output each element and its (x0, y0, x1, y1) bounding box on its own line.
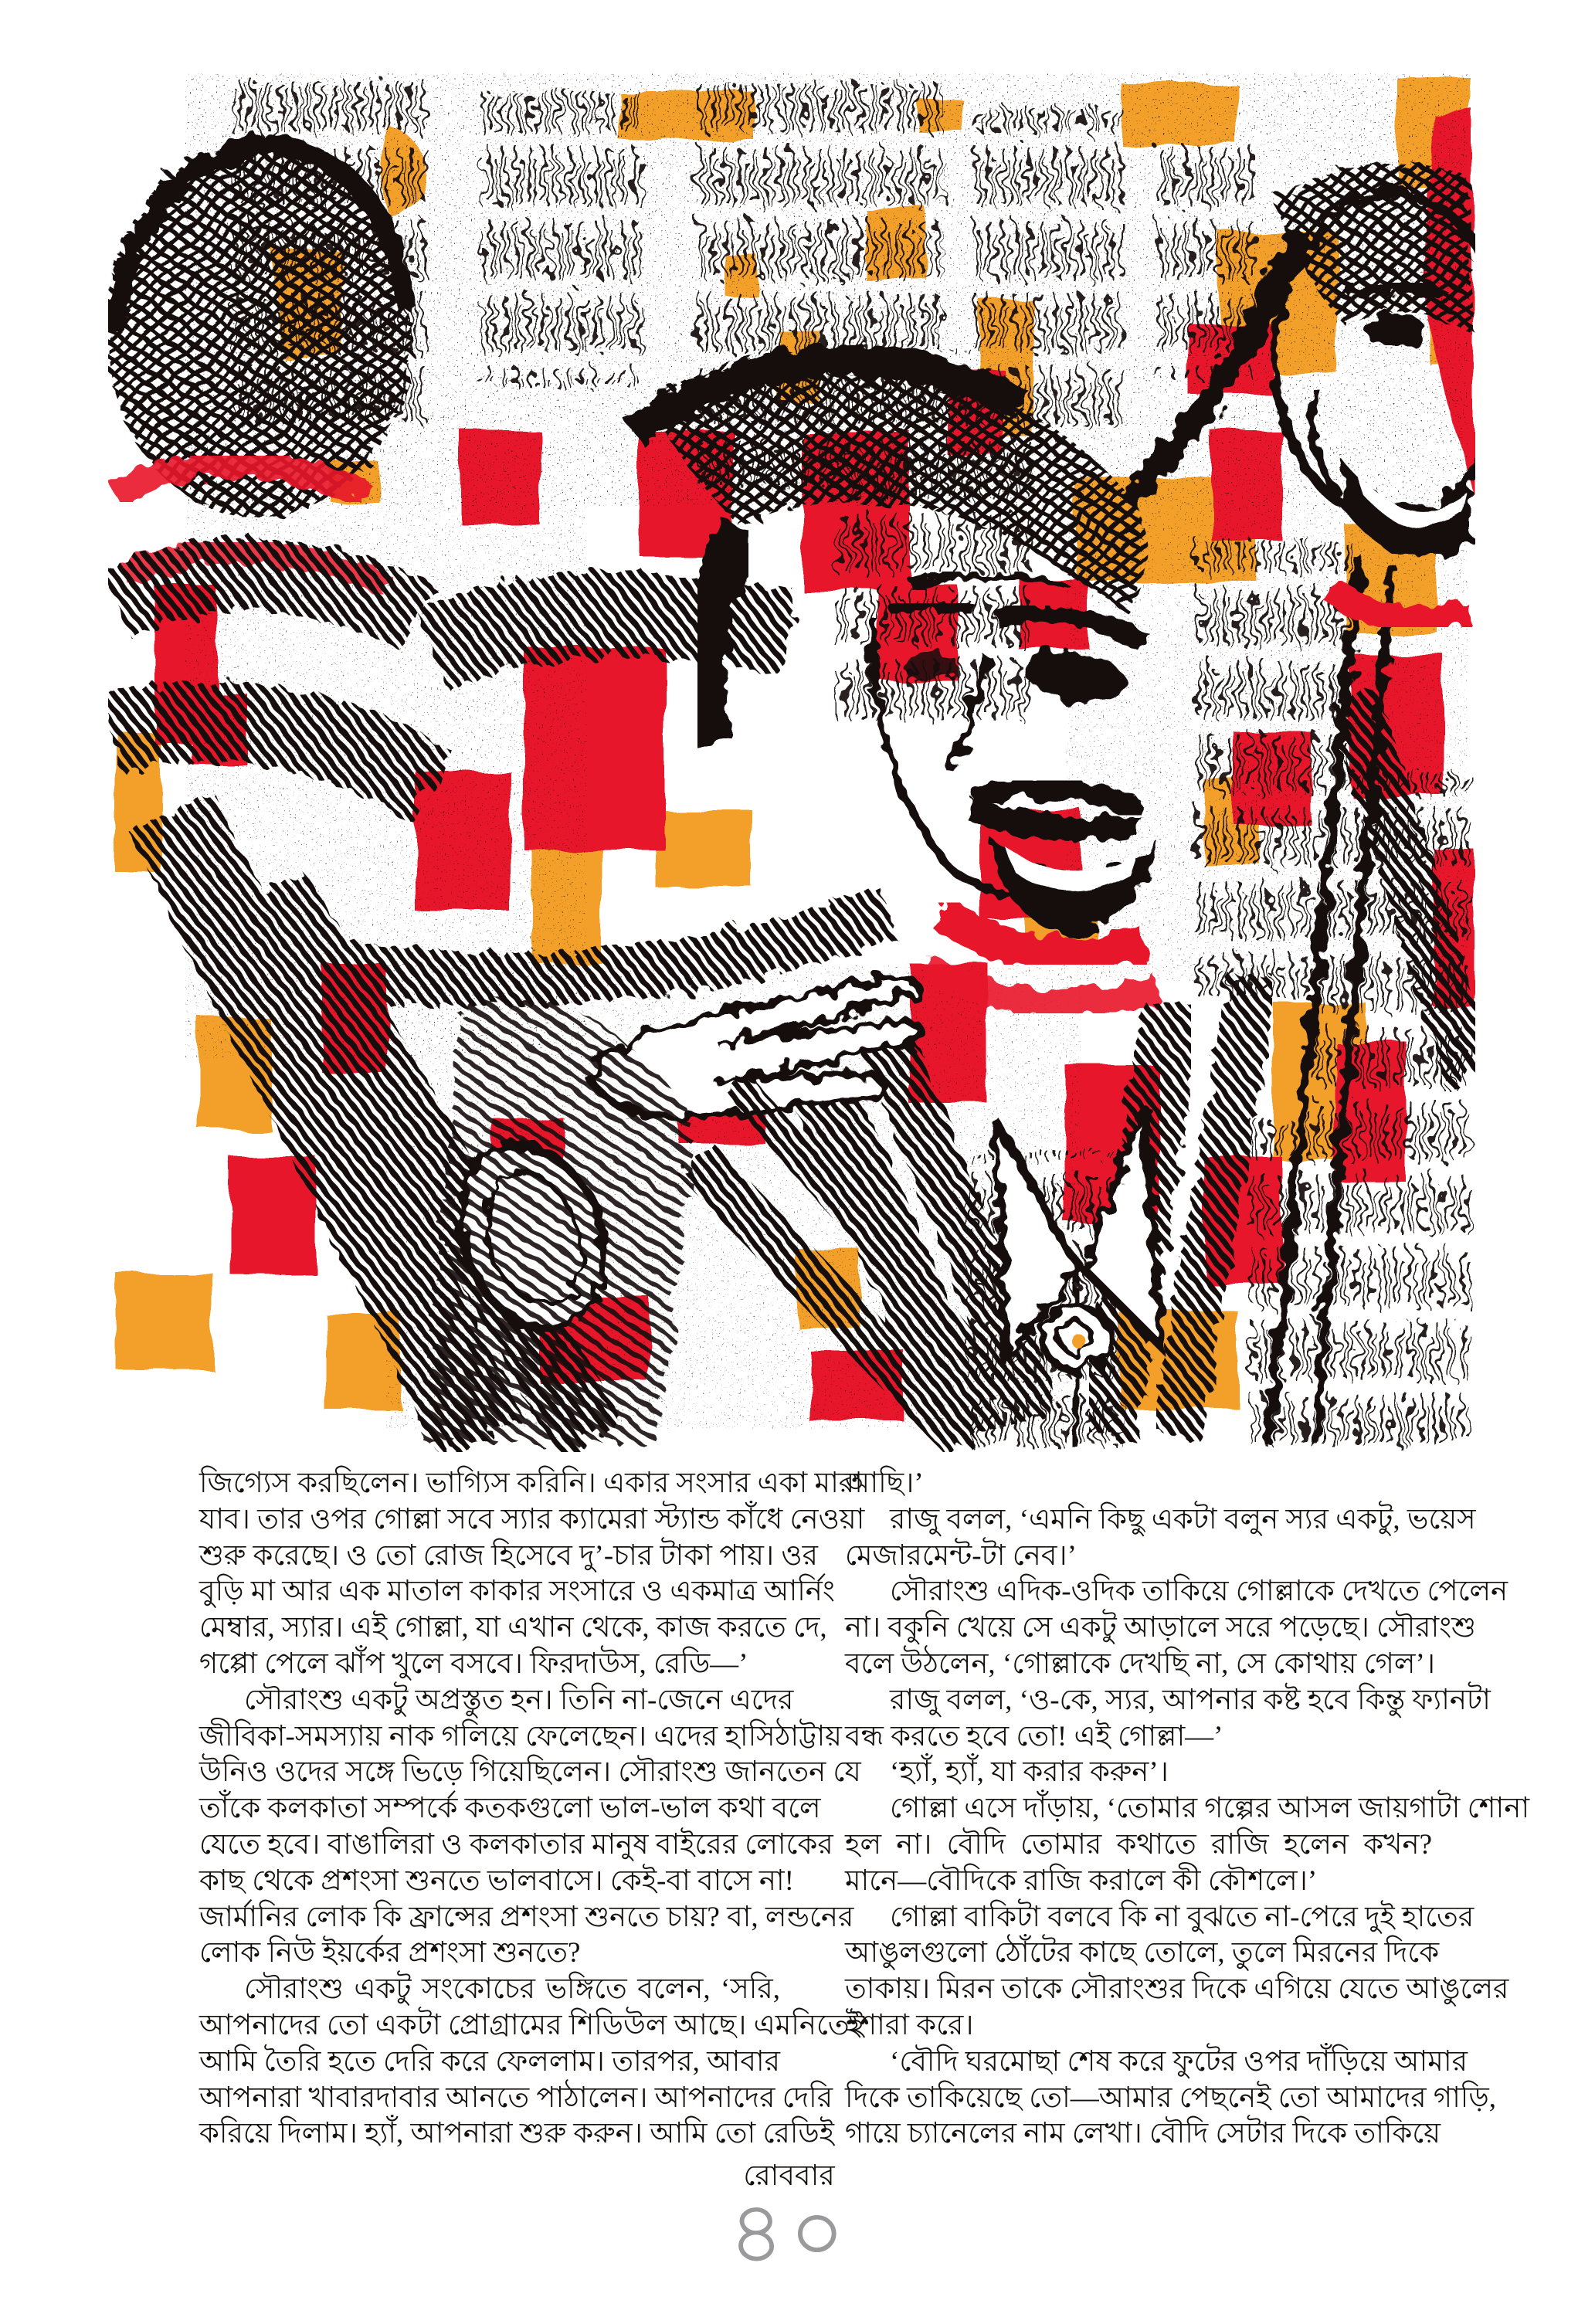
text-line: বন্ধ করতে হবে তো! এই গোল্লা—’ (845, 1720, 1223, 1752)
text-line: গোল্লা বাকিটা বলবে কি না বুঝতে না-পেরে দুই হাতের (890, 1901, 1474, 1933)
text-line: ‘হ্যাঁ, হ্যাঁ, যা করার করুন’। (890, 1756, 1169, 1789)
text-line: যাব। তার ওপর গোল্লা সবে স্যার ক্যামেরা স্ট্যান্ড কাঁধে নেওয়া (199, 1503, 865, 1535)
text-line: কাছ থেকে প্রশংসা শুনতে ভালবাসে। কেই-বা বাসে না! (199, 1864, 794, 1897)
text-line: না। বকুনি খেয়ে সে একটু আড়ালে সরে পড়েছে। সৌরাংশু (845, 1612, 1477, 1644)
text-line: সৌরাংশু একটু অপ্রস্তুত হন। তিনি না-জেনে এদের (244, 1684, 794, 1716)
text-line: জিগ্যেস করছিলেন। ভাগ্যিস করিনি। একার সংসার একা মারা (199, 1467, 863, 1499)
text-line: আপনারা খাবারদাবার আনতে পাঠালেন। আপনাদের দেরি (199, 2081, 833, 2114)
text-line: তাকায়। মিরন তাকে সৌরাংশুর দিকে এগিয়ে যেতে আঙুলের (845, 1973, 1509, 2006)
text-line: বুড়ি মা আর এক মাতাল কাকার সংসারে ও একমাত্র আর্নিং (199, 1576, 835, 1608)
illustration (108, 70, 1475, 1452)
text-line: গপ্পো পেলে ঝাঁপ খুলে বসবে। ফিরদাউস, রেডি—’ (199, 1647, 748, 1680)
text-line: ‘বৌদি ঘরমোছা শেষ করে ফুটের ওপর দাঁড়িয়ে আমার (890, 2045, 1468, 2078)
text-line: তাঁকে কলকাতা সম্পর্কে কতকগুলো ভাল-ভাল কথা বলে (199, 1793, 821, 1825)
text-line: উনিও ওদের সঙ্গে ভিড়ে গিয়েছিলেন। সৌরাংশু জানতেন যে (199, 1756, 861, 1789)
text-line: মানে—বৌদিকে রাজি করালে কী কৌশলে।’ (845, 1864, 1318, 1897)
text-line: গায়ে চ্যানেলের নাম লেখা। বৌদি সেটার দিকে তাকিয়ে (845, 2118, 1441, 2150)
text-line: লোক নিউ ইয়র্কের প্রশংসা শুনতে? (199, 1937, 581, 1969)
text-line: মেম্বার, স্যার। এই গোল্লা, যা এখান থেকে, কাজ করতে দে, (199, 1612, 827, 1644)
right-eye (1364, 314, 1426, 348)
text-line: যেতে হবে। বাঙালিরা ও কলকাতার মানুষ বাইরের লোকের (199, 1828, 833, 1861)
text-line: আছি।’ (845, 1467, 924, 1499)
text-line: আঙুলগুলো ঠোঁটের কাছে তোলে, তুলে মিরনের দিকে (845, 1937, 1440, 1969)
text-line: সৌরাংশু এদিক-ওদিক তাকিয়ে গোল্লাকে দেখতে পেলেন (890, 1576, 1508, 1608)
text-line: বলে উঠলেন, ‘গোল্লাকে দেখছি না, সে কোথায় গেল’। (845, 1647, 1436, 1680)
magazine-name: রোববার (743, 2160, 835, 2192)
text-line: সৌরাংশু একটু সংকোচের ভঙ্গিতে বলেন, ‘সরি, (244, 1973, 780, 2006)
text-line: শুরু করেছে। ও তো রোজ হিসেবে দু’-চার টাকা পায়। ওর (199, 1539, 818, 1572)
text-line: জীবিকা-সমস্যায় নাক গলিয়ে ফেলেছেন। এদের হাসিঠাট্টায় (199, 1720, 842, 1752)
text-line: হল না। বৌদি তোমার কথাতে রাজি হলেন কখন? (845, 1828, 1432, 1861)
text-line: করিয়ে দিলাম। হ্যাঁ, আপনারা শুরু করুন। আমি তো রেডিই (199, 2118, 834, 2150)
text-line: রাজু বলল, ‘ও-কে, স্যর, আপনার কষ্ট হবে কিন্তু ফ্যানটা (890, 1684, 1491, 1716)
text-line: ইশারা করে। (845, 2009, 974, 2041)
text-line: জার্মানির লোক কি ফ্রান্সের প্রশংসা শুনতে চায়? বা, লন্ডনের (199, 1901, 854, 1933)
page-footer (0, 2159, 1578, 2282)
text-column-right (845, 1466, 1530, 2153)
illustration-canvas (108, 70, 1475, 1452)
text-line: রাজু বলল, ‘এমনি কিছু একটা বলুন স্যর একটু, ভয়েস (890, 1503, 1476, 1535)
text-line: আপনাদের তো একটা প্রোগ্রামের শিডিউল আছে। এমনিতেই (199, 2009, 864, 2041)
text-line: গোল্লা এসে দাঁড়ায়, ‘তোমার গল্পের আসল জায়গাটা শোনা (890, 1793, 1530, 1825)
text-column-left (199, 1466, 865, 2153)
text-line: দিকে তাকিয়েছে তো—আমার পেছনেই তো আমাদের গাড়ি, (845, 2081, 1497, 2114)
text-line: আমি তৈরি হতে দেরি করে ফেললাম। তারপর, আবার (199, 2045, 780, 2078)
page-number: ৪০ (728, 2186, 850, 2282)
text-line: মেজারমেন্ট-টা নেব।’ (845, 1539, 1077, 1572)
